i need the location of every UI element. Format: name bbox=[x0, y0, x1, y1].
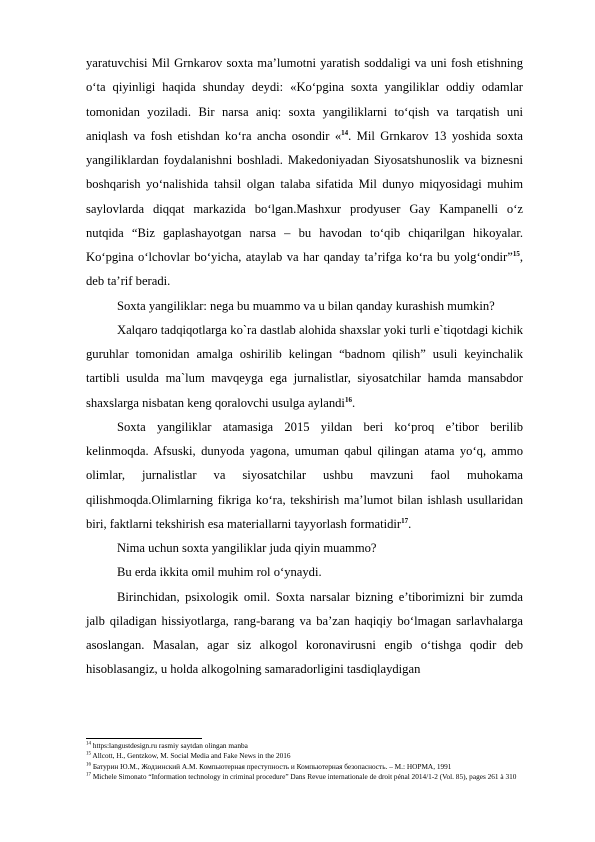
paragraph bbox=[86, 318, 523, 415]
paragraph bbox=[86, 51, 523, 294]
footnote-text: Батурин Ю.М., Жодзинский А.М. Компьютерная преступность и Компьютерная безопасность. – М.: НОРМА, 1991 bbox=[91, 761, 452, 771]
paragraph-text: , deb ta’rif beradi. bbox=[86, 250, 523, 289]
footnote-number: 16 bbox=[86, 762, 91, 768]
paragraph-text: . Mil Grnkarov 13 yoshida soxta yangiliklardan foydalanishni boshladi. Makedoniyadan Siyosatshunoslik va biznesni boshqarish yo‘nalishida tahsil olgan talaba sifatida Mil dunyo miqyosidagi muhim saylovlarda diqqat markazida bo‘lgan.Mashxur prodyuser Gay Kampanelli o‘z nutqida “Biz gaplashayotgan narsa – bu havodan to‘qib chiqarilgan hikoyalar. Ko‘pgina o‘lchovlar bo‘yicha, ataylab va har qanday ta’rifga ko‘ra bu yolg‘ondir” bbox=[86, 128, 523, 264]
footnote-number: 14 bbox=[86, 741, 91, 747]
footnote-text: https:langustdesign.ru rasmiy saytdan olingan manba bbox=[91, 741, 248, 750]
paragraph-text: Soxta yangiliklar atamasiga 2015 yildan beri ko‘proq e’tibor berilib kelinmoqda. Afsuski, dunyoda yagona, umuman qabul qilingan atama yo‘q, ammo olimlar, jurnalistlar va siyosatchilar ushbu mavzuni faol muhokama qilishmoqda.Olimlarning fikriga ko‘ra, tekshirish ma’lumot bilan ishlash usullaridan biri, faktlarni tekshirish esa materiallarni tayyorlash formatidir bbox=[86, 419, 523, 531]
paragraph-text: Xalqaro tadqiqotlarga ko`ra dastlab alohida shaxslar yoki turli e`tiqotdagi kichik guruhlar tomonidan amalga oshirilib kelingan “badnom qilish” usuli keyinchalik tartibli usulda ma`lum mavqeyga ega jurnalistlar, siyosatchilar hamda mansabdor shaxslarga nisbatan keng qoralovchi usulga aylandi bbox=[86, 322, 523, 410]
paragraph-text: Bu erda ikkita omil muhim rol o‘ynaydi. bbox=[117, 565, 322, 580]
footnote-separator bbox=[86, 738, 202, 739]
body-text bbox=[86, 51, 523, 682]
footnote-number: 17 bbox=[86, 772, 91, 778]
footnotes bbox=[86, 741, 523, 782]
paragraph bbox=[86, 585, 523, 682]
footnote-number: 15 bbox=[86, 751, 91, 757]
paragraph-text: . bbox=[351, 395, 356, 410]
paragraph bbox=[86, 560, 523, 584]
footnote-reference: 16 bbox=[344, 395, 352, 404]
paragraph bbox=[86, 294, 523, 318]
paragraph-text: yaratuvchisi Mil Grnkarov soxta ma’lumotni yaratish soddaligi va uni fosh etishning o‘ta qiyinligi haqida shunday deydi: «Ko‘pgina soxta yangiliklar oddiy odamlar tomonidan yoziladi. Bir narsa aniq: soxta yangiliklarni to‘qish va tarqatish uni aniqlash va fosh etishdan ko‘ra ancha osondir « bbox=[86, 56, 523, 143]
footnote-reference: 15 bbox=[512, 249, 520, 258]
footnote bbox=[86, 762, 523, 772]
footnote bbox=[86, 772, 523, 782]
footnote-reference: 14 bbox=[341, 128, 349, 137]
footnote bbox=[86, 751, 523, 761]
paragraph bbox=[86, 536, 523, 560]
footnote-reference: 17 bbox=[401, 516, 409, 525]
paragraph-text: Soxta yangiliklar: nega bu muammo va u bilan qanday kurashish mumkin? bbox=[117, 298, 495, 313]
paragraph bbox=[86, 415, 523, 536]
paragraph-text: Nima uchun soxta yangiliklar juda qiyin muammo? bbox=[117, 541, 377, 555]
footnote-text: Michele Simonato “Information technology in criminal procedure” Dans Revue internationale de droit pénal 2014/1-2 (Vol. 85), pages 261 à 310 bbox=[91, 771, 517, 781]
paragraph-text: Birinchidan, psixologik omil. Soxta narsalar bizning e’tiborimizni bir zumda jalb qiladigan hissiyotlarga, rang-barang va ba’zan haqiqiy bo‘lmagan sarlavhalarga asoslangan. Masalan, agar siz alkogol koronavirusni engib o‘tishga qodir deb hisoblasangiz, u holda alkogolning samaradorligini tasdiqlaydigan bbox=[86, 589, 523, 677]
footnote-text: Allcott, H., Gentzkow, M. Social Media and Fake News in the 2016 bbox=[91, 751, 291, 761]
footnote bbox=[86, 741, 523, 751]
paragraph-text: . bbox=[408, 516, 412, 531]
